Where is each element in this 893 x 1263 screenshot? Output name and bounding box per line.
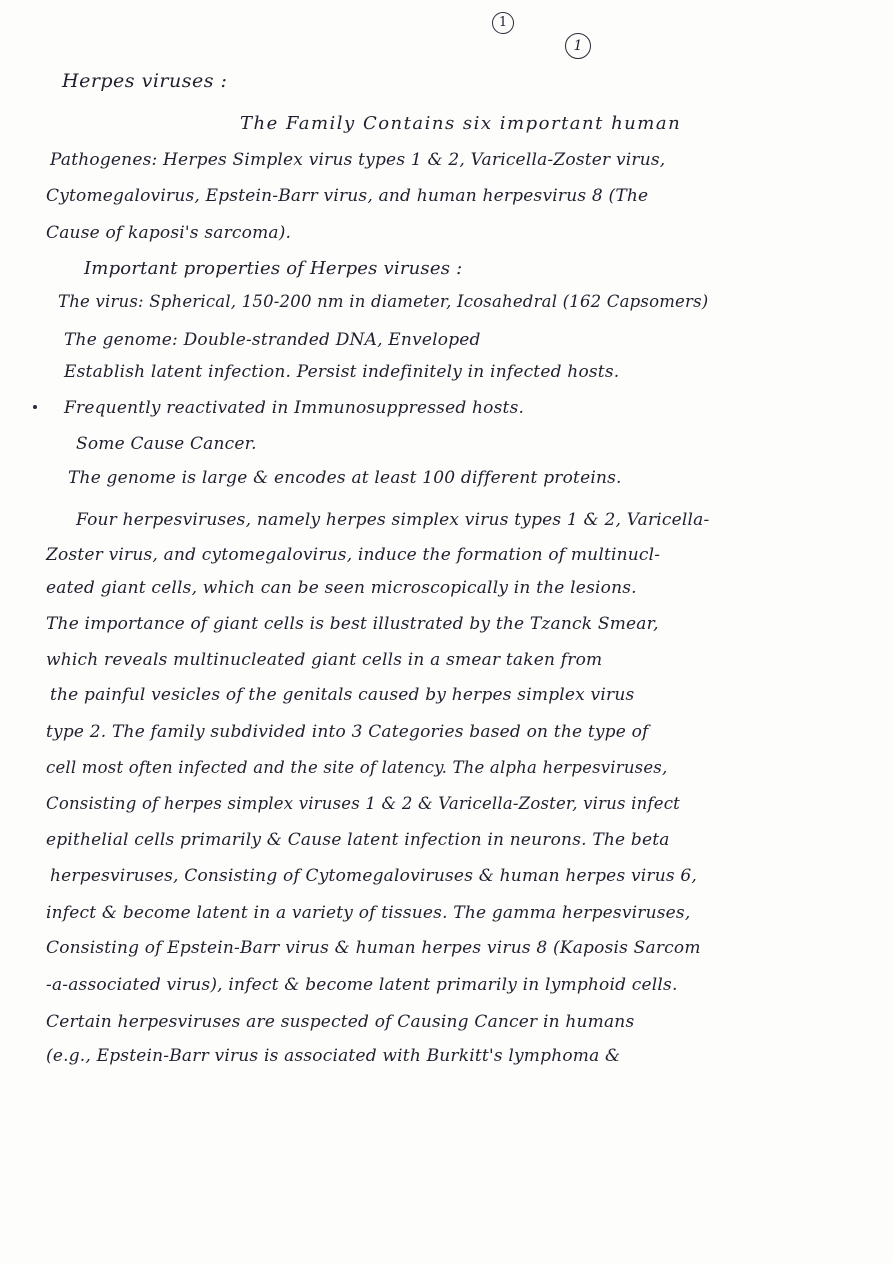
text-line: Pathogenes: Herpes Simplex virus types 1 & 2, Varicella-Zoster virus, — [50, 150, 666, 170]
bullet-dot — [33, 405, 37, 409]
section-number: 1 — [565, 33, 591, 59]
text-line: which reveals multinucleated giant cells in a smear taken from — [46, 650, 603, 670]
text-line: Four herpesviruses, namely herpes simplex virus types 1 & 2, Varicella- — [76, 510, 710, 530]
page-title: Herpes viruses : — [62, 70, 228, 92]
text-line: The Family Contains six important human — [240, 113, 682, 134]
text-line: Zoster virus, and cytomegalovirus, induce the formation of multinucl- — [46, 545, 661, 565]
text-line: cell most often infected and the site of latency. The alpha herpesviruses, — [46, 758, 668, 777]
text-line: eated giant cells, which can be seen microscopically in the lesions. — [46, 578, 637, 598]
text-line: the painful vesicles of the genitals caused by herpes simplex virus — [50, 685, 635, 705]
text-line: Some Cause Cancer. — [76, 434, 257, 454]
text-line: Certain herpesviruses are suspected of Causing Cancer in humans — [46, 1012, 635, 1032]
text-line: Cytomegalovirus, Epstein-Barr virus, and human herpesvirus 8 (The — [46, 186, 649, 206]
text-line: The genome: Double-stranded DNA, Enveloped — [64, 330, 481, 350]
page-number: 1 — [492, 12, 514, 34]
text-line: The importance of giant cells is best illustrated by the Tzanck Smear, — [46, 614, 659, 634]
section-heading: Important properties of Herpes viruses : — [84, 258, 463, 279]
text-line: Cause of kaposi's sarcoma). — [46, 223, 292, 243]
text-line: Consisting of herpes simplex viruses 1 & 2 & Varicella-Zoster, virus infect — [46, 794, 680, 813]
text-line: Establish latent infection. Persist indefinitely in infected hosts. — [64, 362, 620, 382]
text-line: -a-associated virus), infect & become latent primarily in lymphoid cells. — [46, 975, 678, 995]
text-line: type 2. The family subdivided into 3 Categories based on the type of — [46, 722, 649, 742]
text-line: herpesviruses, Consisting of Cytomegaloviruses & human herpes virus 6, — [50, 866, 698, 886]
text-line: The genome is large & encodes at least 100 different proteins. — [68, 468, 622, 488]
text-line: The virus: Spherical, 150-200 nm in diameter, Icosahedral (162 Capsomers) — [58, 292, 709, 311]
text-line: (e.g., Epstein-Barr virus is associated with Burkitt's lymphoma & — [46, 1046, 621, 1066]
text-line: infect & become latent in a variety of tissues. The gamma herpesviruses, — [46, 903, 691, 923]
text-line: epithelial cells primarily & Cause latent infection in neurons. The beta — [46, 830, 670, 850]
text-line: Consisting of Epstein-Barr virus & human herpes virus 8 (Kaposis Sarcom — [46, 938, 701, 958]
text-line: Frequently reactivated in Immunosuppressed hosts. — [64, 398, 525, 418]
